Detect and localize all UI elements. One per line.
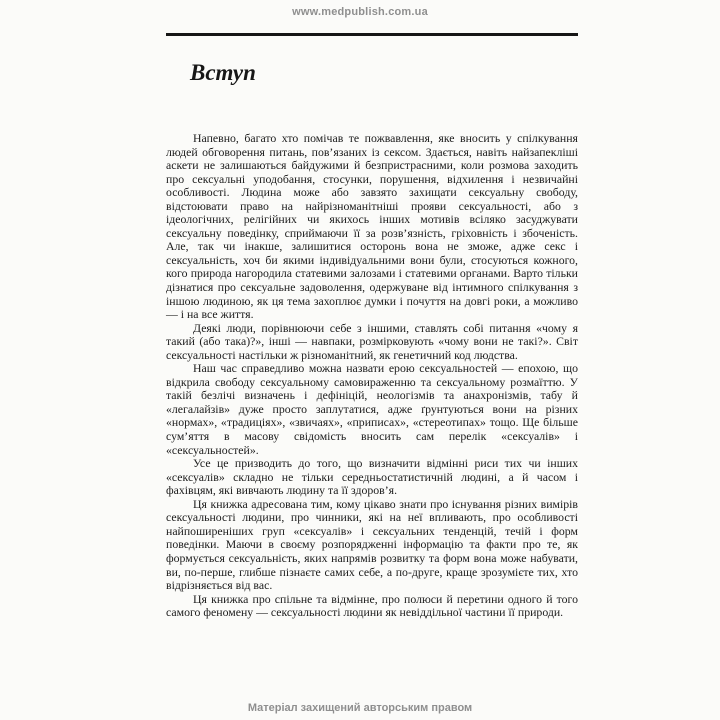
copyright-notice: Матеріал захищений авторським правом [247,702,473,714]
paragraph: Ця книжка адресована тим, кому цікаво знати про існування різних вимірів сексуальності людини, про чинники, які на неї впливають, про особливості найпоширеніших груп «сексуалів» і сексуальних тенденцій, течій і форм поведінки. Маючи в своєму розпорядженні інформацію та факти про те, як формується сексуальність, яких напрямів розвитку та форм вона може набувати, ви, по-перше, глибше пізнаєте самих себе, а по-друге, краще зрозумієте тих, хто відрізняється від вас. [166,496,578,593]
page-content [166,33,578,620]
paragraph: Усе це призводить до того, що визначити відмінні риси тих чи інших «сексуалів» складно не тільки середньостатистичній людині, а й часом і фахівцям, які вивчають людину та її здоров’я. [166,456,578,498]
body-text [166,132,578,620]
publisher-url: www.medpublish.com.ua [292,6,428,18]
top-rule [166,33,578,36]
paragraph: Деякі люди, порівнюючи себе з іншими, ставлять собі питання «чому я такий (або така)?», інші — навпаки, розмірковують «чому вони не такі?». Світ сексуальності настільки ж різноманітний, як генетичний код людства. [166,320,578,362]
chapter-heading: Вступ [190,60,256,85]
paragraph: Напевно, багато хто помічав те пожвавлення, яке вносить у спілкування людей обговорення питань, пов’язаних із сексом. Здається, навіть найзапекліші аскети не залишаються байдужими й безпристрасними, коли розмова заходить про сексуальні уподобання, стосунки, порушення, відхилення і незвичайні особливості. Людина може або завзято захищати сексуальну свободу, відстоювати право на найрізноманітніші прояви сексуальності, або з ідеологічних, релігійних чи якихось інших мотивів всіляко засуджувати сексуальну поведінку, сприймаючи її за розв’язність, гріховність і збоченість. Але, так чи інакше, залишитися осторонь вона не зможе, адже секс і сексуальність, хоч би якими індивідуальними вони були, стосуються кожного, кого природа нагородила статевими залозами і статевими органами. Варто тільки дізнатися про сексуальне задоволення, одержуване від інтимного спілкування з іншою людиною, як ця тема захоплює думки і почуття на довгі роки, а можливо — і на все життя. [166,131,578,322]
paragraph: Наш час справедливо можна назвати ерою сексуальностей — епохою, що відкрила свободу сексуальному самовираженню та сексуальному розмаїттю. У такій безлічі визначень і дефініцій, неологізмів та анахронізмів, табу й «легалайзів» дуже просто заплутатися, адже ґрунтуються вони на різних «нормах», «традиціях», «звичаях», «приписах», «стереотипах» тощо. Ще більше сум’яття в масову свідомість вносить сам перелік «сексуалів» і «сексуальностей». [166,361,578,457]
paragraph: Ця книжка про спільне та відмінне, про полюси й перетини одного й того самого феномену — сексуальності людини як невіддільної частини її природи. [166,591,578,620]
